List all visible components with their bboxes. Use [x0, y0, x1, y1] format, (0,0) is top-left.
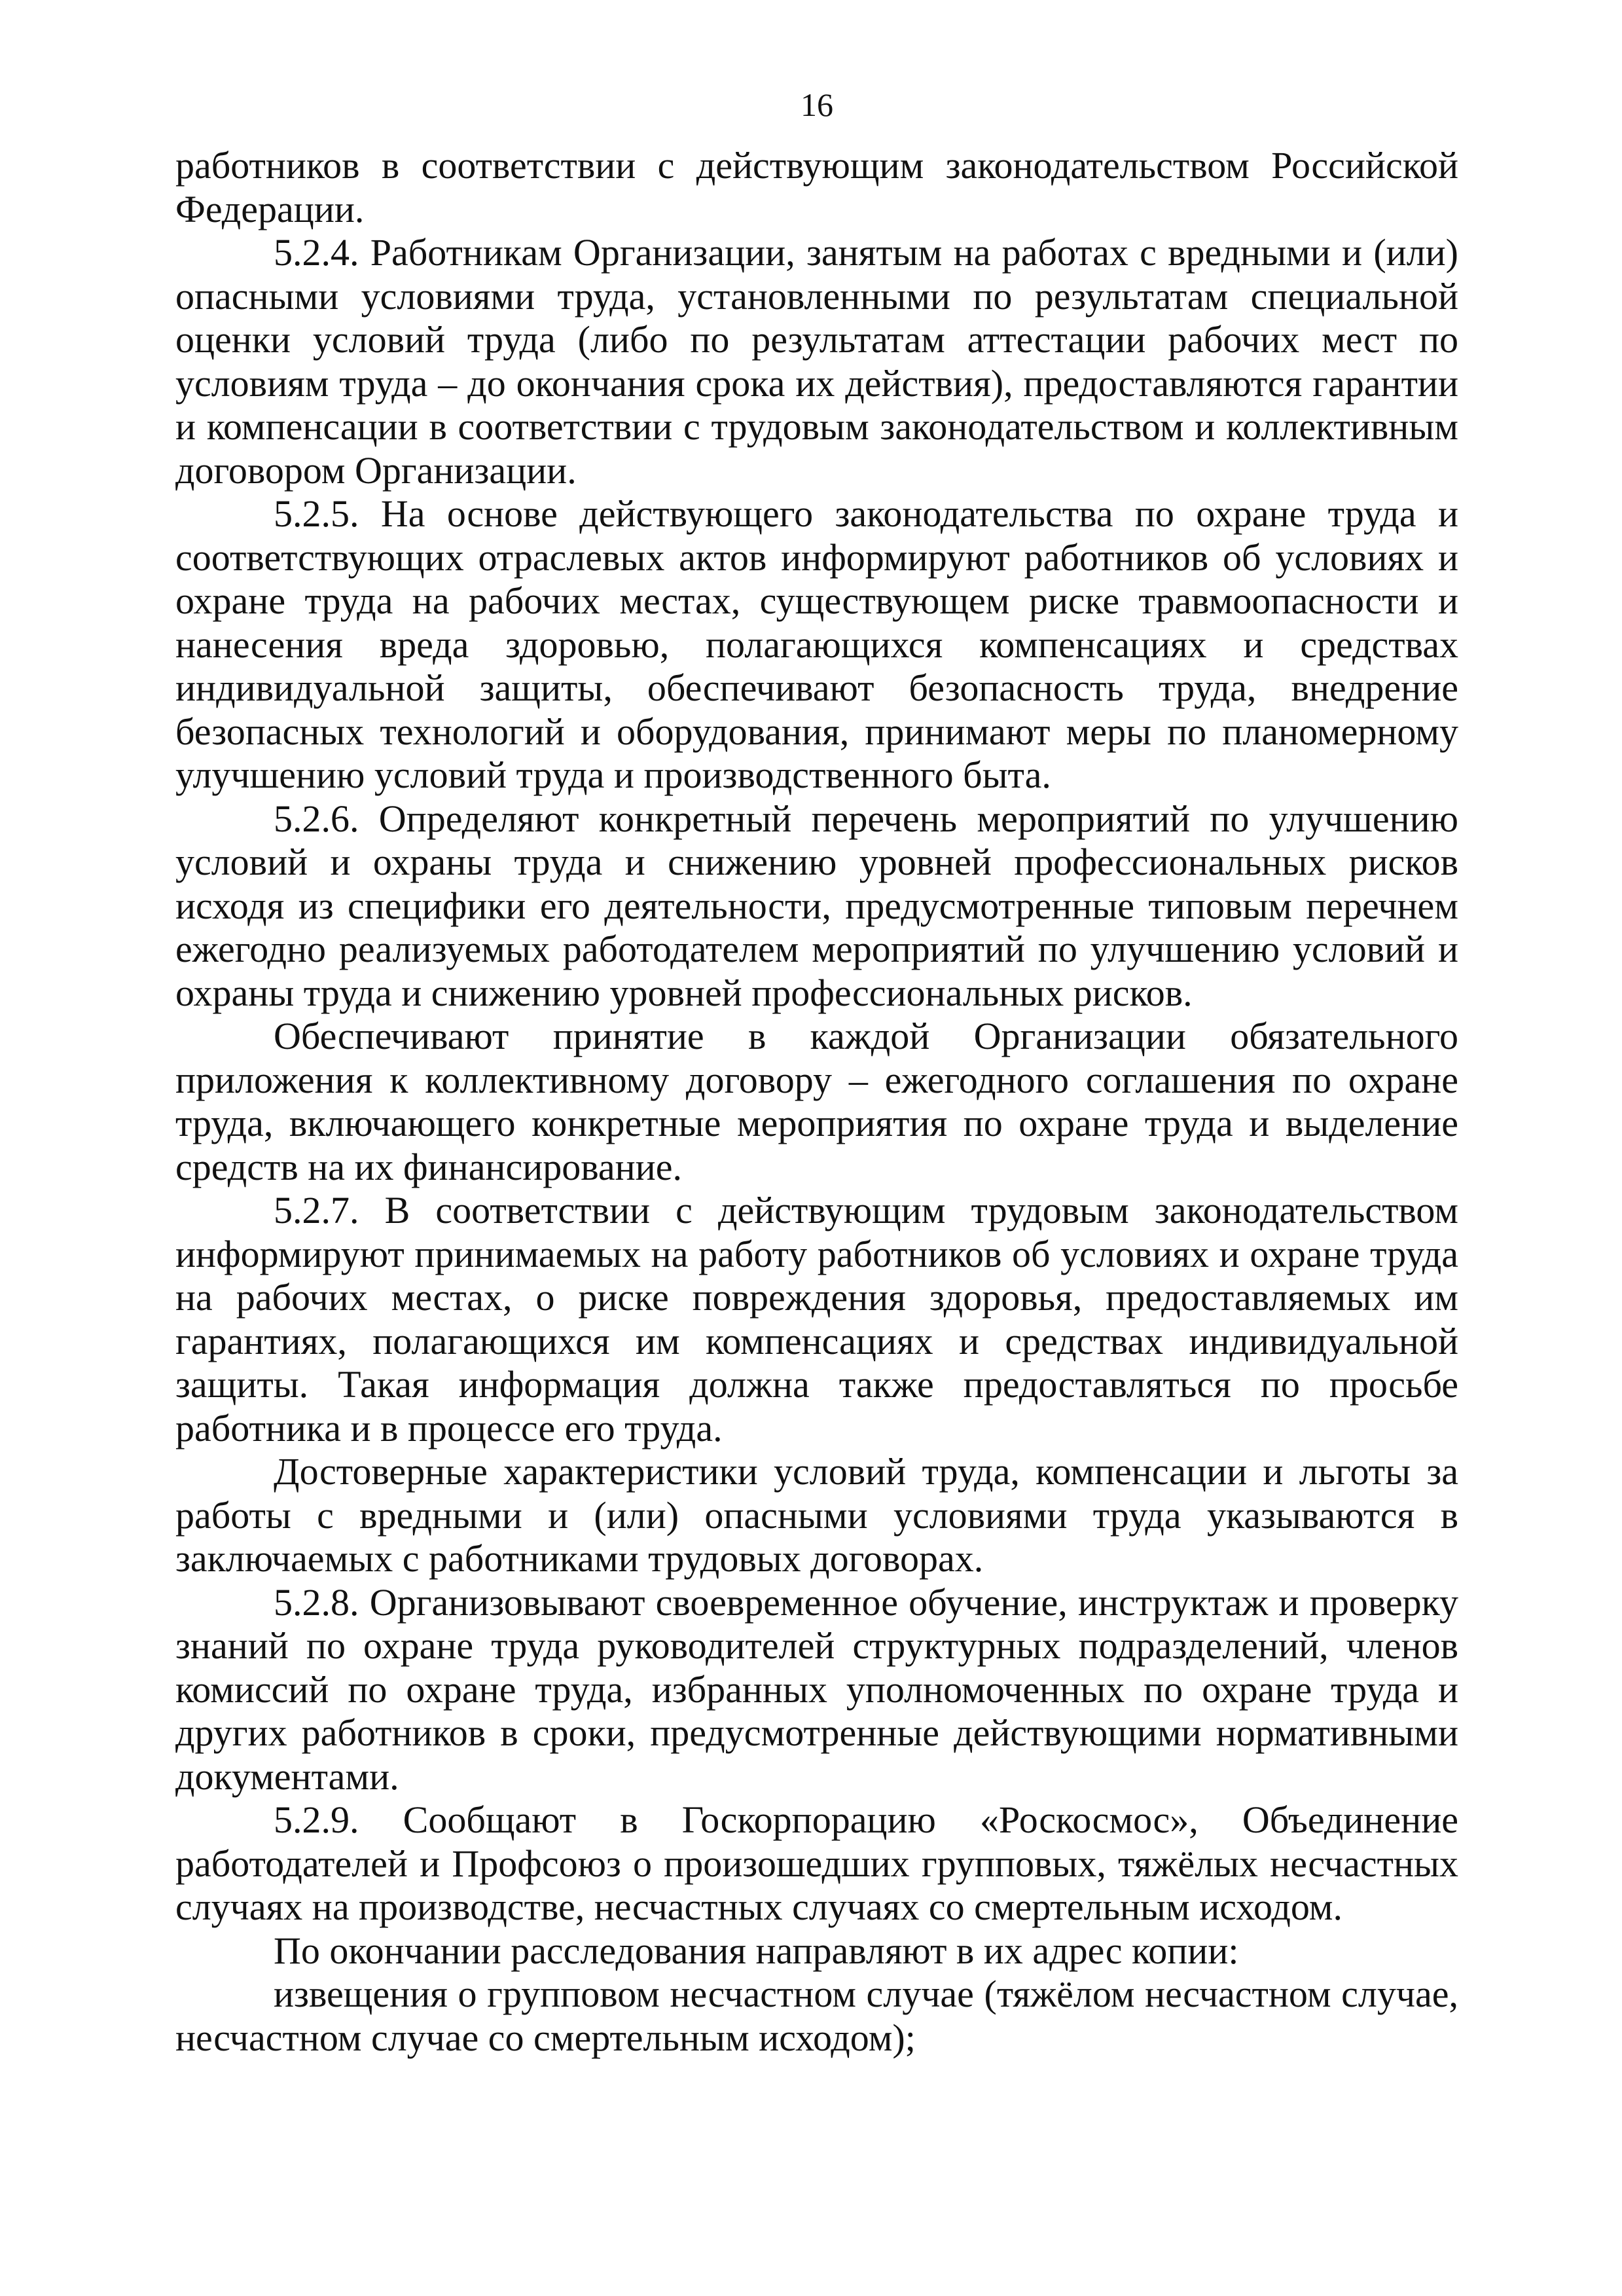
paragraph-5-2-8: 5.2.8. Организовывают своевременное обучение, инструктаж и проверку знаний по охране труда руководителей структурных подразделений, членов комиссий по охране труда, избранных уполномоченных по охране труда и других работников в сроки, предусмотренные действующими нормативными документами.	[175, 1580, 1458, 1798]
paragraph-5-2-6-annex: Обеспечивают принятие в каждой Организации обязательного приложения к коллективному договору – ежегодного соглашения по охране труда, включающего конкретные мероприятия по охране труда и выделение средств на их финансирование.	[175, 1015, 1458, 1188]
paragraph-5-2-6: 5.2.6. Определяют конкретный перечень мероприятий по улучшению условий и охраны труда и снижению уровней профессиональных рисков исходя из специфики его деятельности, предусмотренные типовым перечнем ежегодно реализуемых работодателем мероприятий по улучшению условий и охраны труда и снижению уровней профессиональных рисков.	[175, 797, 1458, 1014]
page-number: 16	[801, 86, 833, 123]
paragraph-5-2-5: 5.2.5. На основе действующего законодательства по охране труда и соответствующих отраслевых актов информируют работников об условиях и охране труда на рабочих местах, существующем риске травмоопасности и нанесения вреда здоровью, полагающихся компенсациях и средствах индивидуальной защиты, обеспечивают безопасность труда, внедрение безопасных технологий и оборудования, принимают меры по планомерному улучшению условий труда и производственного быта.	[175, 492, 1458, 796]
document-page	[175, 85, 1458, 2060]
paragraph-5-2-4: 5.2.4. Работникам Организации, занятым на работах с вредными и (или) опасными условиями труда, установленными по результатам специальной оценки условий труда (либо по результатам аттестации рабочих мест по условиям труда – до окончания срока их действия), предоставляются гарантии и компенсации в соответствии с трудовым законодательством и коллективным договором Организации.	[175, 231, 1458, 492]
paragraph-investigation-copies: По окончании расследования направляют в их адрес копии:	[274, 1929, 1239, 1972]
paragraph-5-2-7-characteristics: Достоверные характеристики условий труда, компенсации и льготы за работы с вредными и (или) опасными условиями труда указываются в заключаемых с работниками трудовых договорах.	[175, 1450, 1458, 1580]
paragraph-5-2-7: 5.2.7. В соответствии с действующим трудовым законодательством информируют принимаемых на работу работников об условиях и охране труда на рабочих местах, о риске повреждения здоровья, предоставляемых им гарантиях, полагающихся им компенсациях и средствах индивидуальной защиты. Такая информация должна также предоставляться по просьбе работника и в процессе его труда.	[175, 1189, 1458, 1449]
paragraph-notice: извещения о групповом несчастном случае (тяжёлом несчастном случае, несчастном случае со смертельным исходом);	[175, 1973, 1458, 2059]
paragraph-5-2-9: 5.2.9. Сообщают в Госкорпорацию «Роскосмос», Объединение работодателей и Профсоюз о произошедших групповых, тяжёлых несчастных случаях на производстве, несчастных случаях со смертельным исходом.	[175, 1798, 1458, 1928]
paragraph-continuation: работников в соответствии с действующим законодательством Российской Федерации.	[175, 144, 1458, 230]
